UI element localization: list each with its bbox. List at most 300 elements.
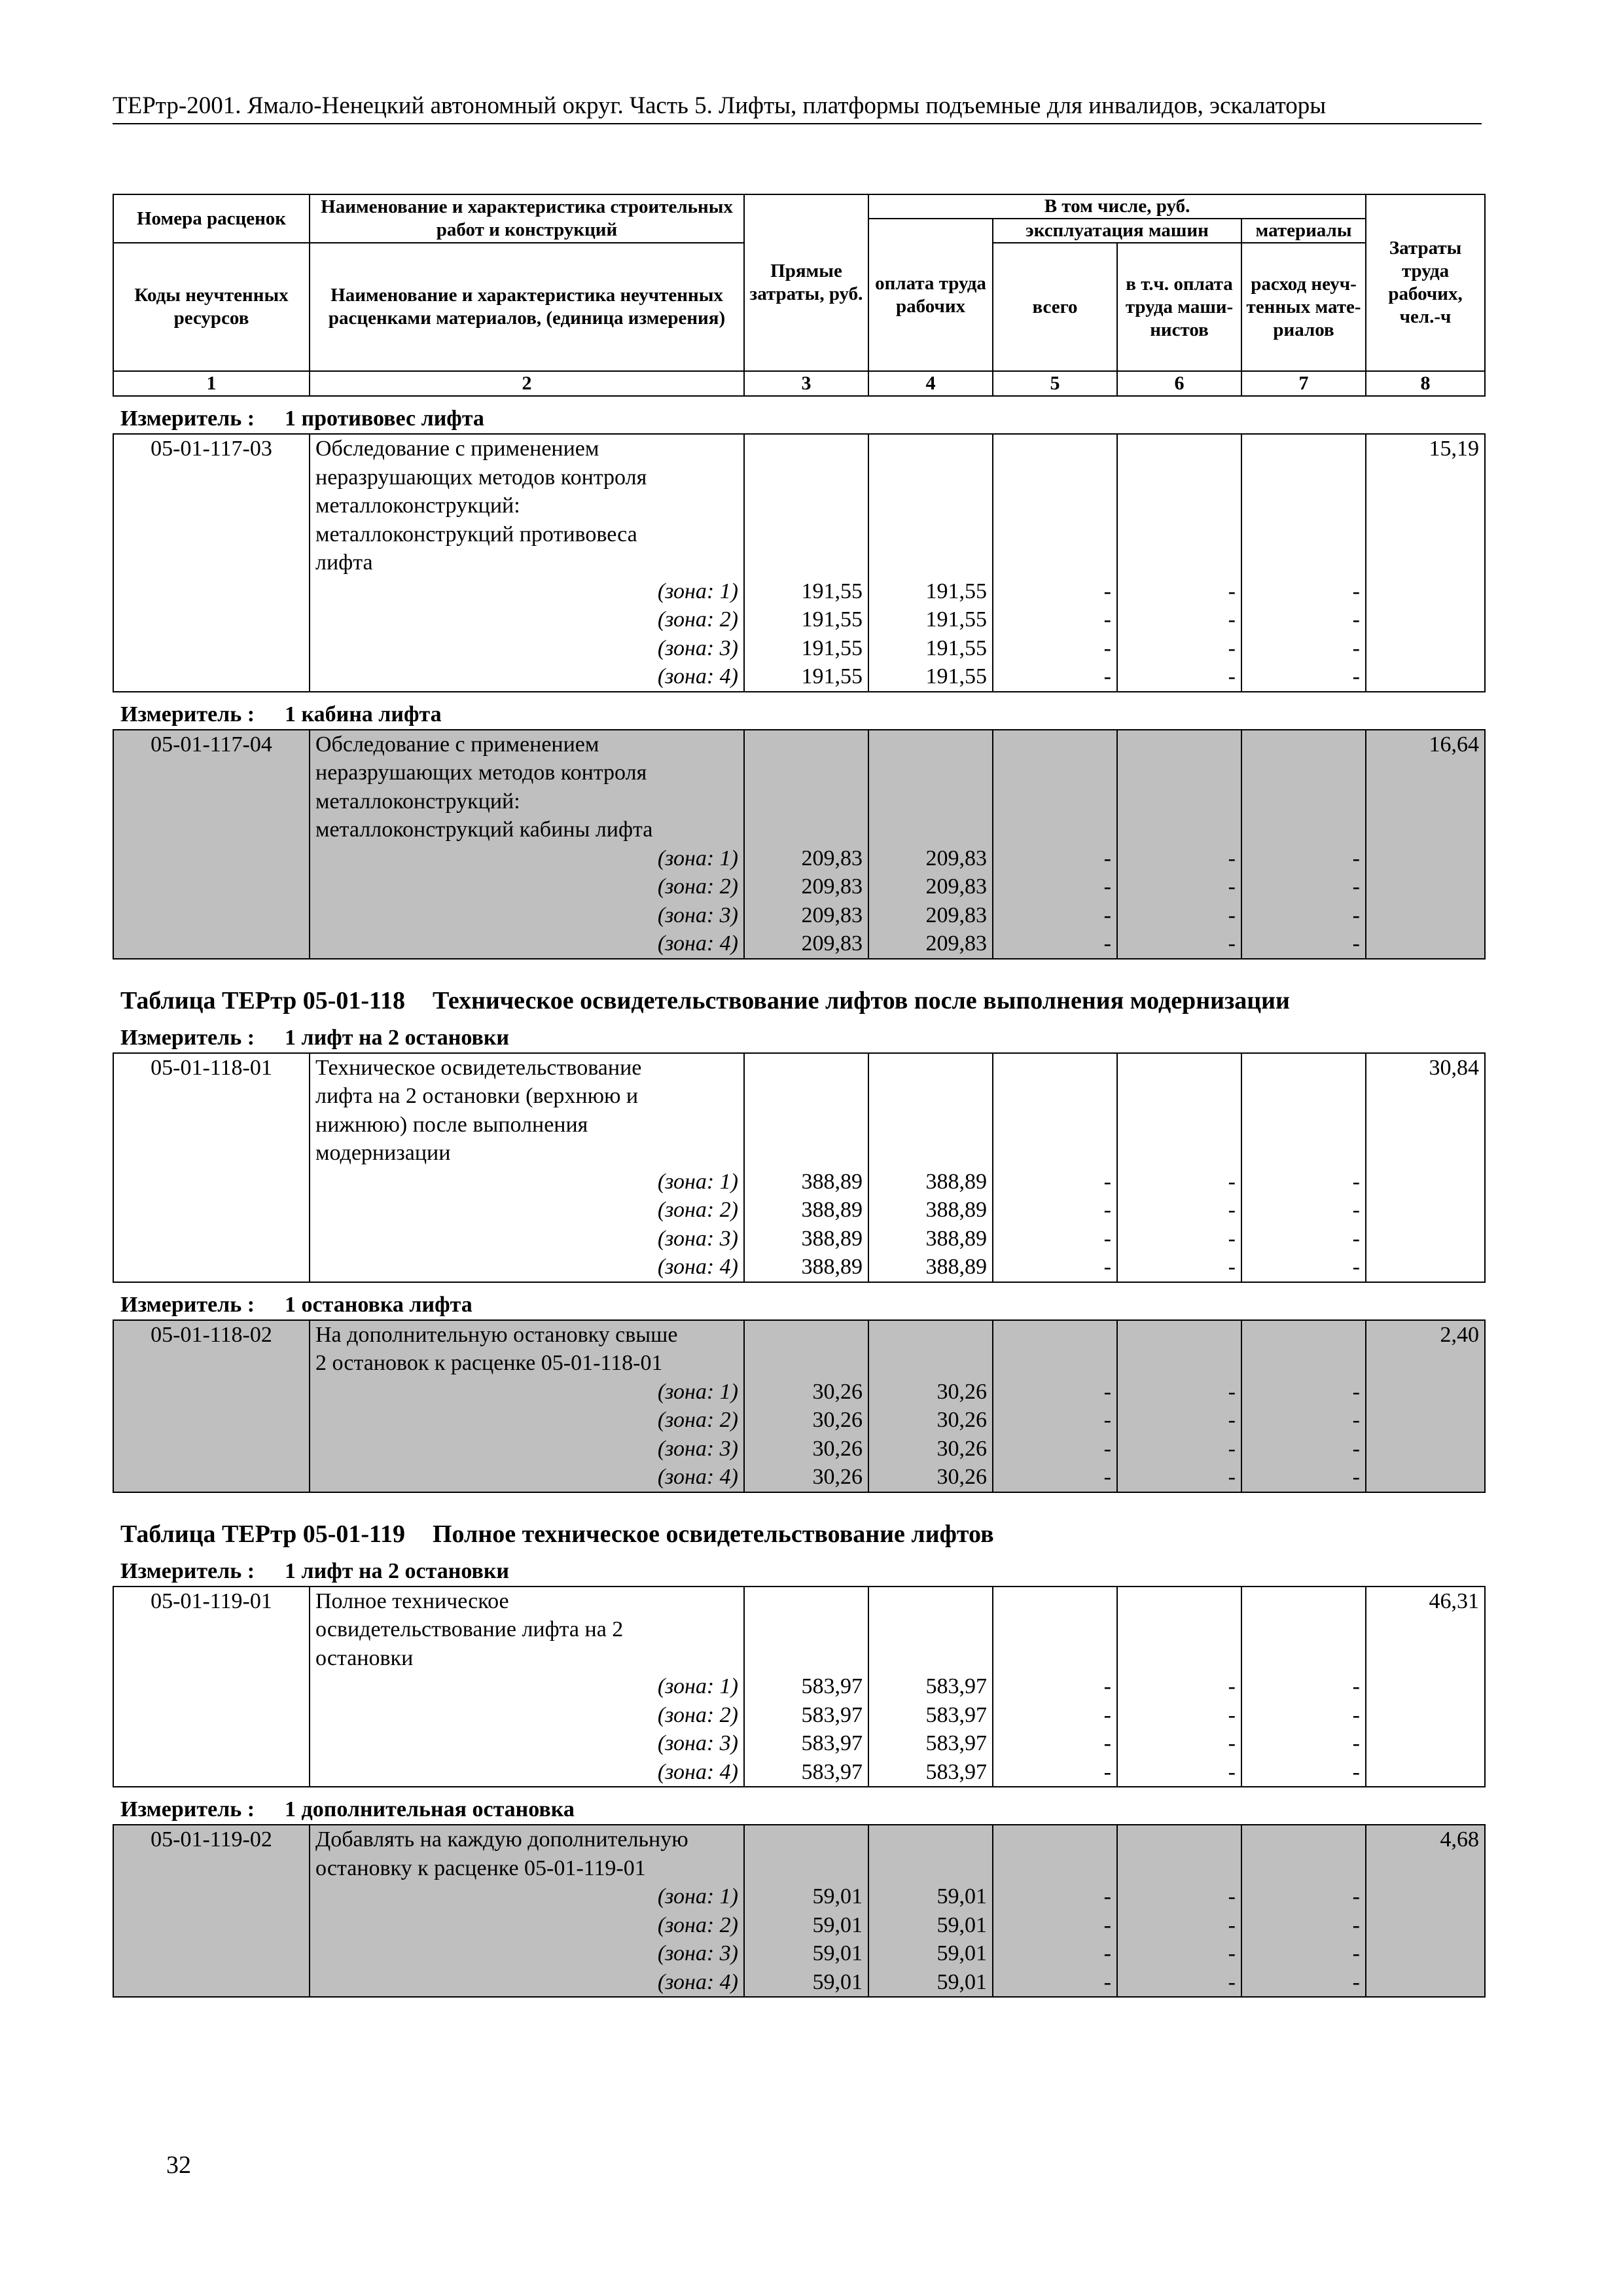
materials-cost-value: - <box>1352 1731 1360 1755</box>
spacer <box>1123 1615 1236 1644</box>
worker-pay-value: 583,97 <box>925 1702 987 1727</box>
materials-cost-value: - <box>1352 1255 1360 1279</box>
direct-cost-value: 30,26 <box>812 1436 863 1461</box>
spacer <box>1123 463 1236 492</box>
worker-pay-value: 209,83 <box>925 874 987 899</box>
spacer <box>750 730 863 759</box>
zone-label: (зона: 3) <box>657 1436 738 1461</box>
rate-table <box>113 1052 1486 1283</box>
spacer <box>874 520 987 549</box>
direct-cost-value: 209,83 <box>801 931 863 956</box>
direct-cost-cell <box>744 1053 868 1282</box>
labor-cost: 46,31 <box>1366 1587 1485 1787</box>
spacer <box>1247 520 1360 549</box>
spacer <box>999 1321 1111 1350</box>
rate-description-line: 2 остановок к расценке 05-01-118-01 <box>315 1351 663 1375</box>
spacer <box>1123 1349 1236 1378</box>
zone-label: (зона: 4) <box>657 1969 738 1994</box>
machines-total-value: - <box>1103 874 1111 899</box>
materials-cost-value: - <box>1352 874 1360 899</box>
spacer <box>1123 759 1236 787</box>
machinist-pay-value: - <box>1228 1465 1236 1489</box>
worker-pay-value: 388,89 <box>925 1198 987 1222</box>
spacer <box>874 492 987 520</box>
spacer <box>874 1644 987 1673</box>
materials-cost-cell <box>1241 1587 1366 1787</box>
spacer <box>1123 492 1236 520</box>
direct-cost-value: 388,89 <box>801 1169 863 1194</box>
rate-code: 05-01-117-03 <box>113 434 310 692</box>
rate-description-line: Добавлять на каждую дополнительную <box>315 1827 688 1852</box>
spacer <box>1247 435 1360 463</box>
direct-cost-value: 388,89 <box>801 1226 863 1251</box>
materials-cost-value: - <box>1352 1379 1360 1404</box>
machinist-pay-value: - <box>1228 874 1236 899</box>
spacer <box>999 1054 1111 1083</box>
labor-cost: 2,40 <box>1366 1320 1485 1492</box>
worker-pay-cell <box>868 1587 993 1787</box>
materials-cost-value: - <box>1352 1969 1360 1994</box>
machinist-pay-value: - <box>1228 1379 1236 1404</box>
materials-cost-cell <box>1241 434 1366 692</box>
rate-description-line: металлоконструкций: <box>315 493 520 518</box>
machinist-pay-cell <box>1117 434 1241 692</box>
col-number: 2 <box>310 371 744 396</box>
table-row <box>113 1053 1485 1282</box>
rate-description-line: Техническое освидетельствование <box>315 1055 642 1080</box>
rate-description-cell <box>310 1825 744 1997</box>
zone-label: (зона: 3) <box>657 1941 738 1965</box>
zone-label: (зона: 2) <box>657 1702 738 1727</box>
table-header <box>113 194 1486 397</box>
col-number: 4 <box>868 371 993 396</box>
worker-pay-value: 209,83 <box>925 931 987 956</box>
spacer <box>999 463 1111 492</box>
worker-pay-value: 59,01 <box>936 1912 987 1937</box>
rate-description-cell <box>310 1053 744 1282</box>
rate-description-line: неразрушающих методов контроля <box>315 465 647 490</box>
machines-total-value: - <box>1103 1408 1111 1432</box>
rate-description-line: металлоконструкций противовеса <box>315 522 637 547</box>
spacer <box>999 1854 1111 1883</box>
spacer <box>1123 1644 1236 1673</box>
col-number: 3 <box>744 371 868 396</box>
materials-cost-value: - <box>1352 1465 1360 1489</box>
direct-cost-value: 209,83 <box>801 874 863 899</box>
spacer <box>1247 1321 1360 1350</box>
worker-pay-value: 30,26 <box>936 1379 987 1404</box>
direct-cost-value: 191,55 <box>801 579 863 603</box>
machines-total-value: - <box>1103 664 1111 689</box>
spacer <box>750 1644 863 1673</box>
machines-total-value: - <box>1103 1702 1111 1727</box>
worker-pay-value: 30,26 <box>936 1436 987 1461</box>
spacer <box>874 435 987 463</box>
machinist-pay-value: - <box>1228 1912 1236 1937</box>
materials-cost-value: - <box>1352 1941 1360 1965</box>
rate-table <box>113 1824 1486 1998</box>
rate-code: 05-01-119-01 <box>113 1587 310 1787</box>
spacer <box>1247 816 1360 844</box>
machines-total-value: - <box>1103 1759 1111 1784</box>
spacer <box>874 816 987 844</box>
direct-cost-value: 30,26 <box>812 1379 863 1404</box>
spacer <box>874 1587 987 1616</box>
machines-total-value: - <box>1103 1198 1111 1222</box>
rate-description-line: лифта <box>315 550 373 575</box>
machines-total-value: - <box>1103 931 1111 956</box>
rate-description-line: лифта на 2 остановки (верхнюю и <box>315 1084 639 1108</box>
table-title <box>113 986 1484 1016</box>
worker-pay-value: 191,55 <box>925 579 987 603</box>
zone-label: (зона: 2) <box>657 607 738 632</box>
zone-label: (зона: 2) <box>657 1198 738 1222</box>
spacer <box>999 1644 1111 1673</box>
spacer <box>1247 1139 1360 1168</box>
labor-cost: 16,64 <box>1366 730 1485 959</box>
direct-cost-cell <box>744 1587 868 1787</box>
spacer <box>750 1587 863 1616</box>
col-number: 6 <box>1117 371 1241 396</box>
spacer <box>750 435 863 463</box>
table-title-code: Таблица ТЕРтр 05-01-119 <box>120 1520 405 1548</box>
spacer <box>750 787 863 816</box>
col-number: 7 <box>1241 371 1366 396</box>
spacer <box>999 435 1111 463</box>
materials-cost-value: - <box>1352 1408 1360 1432</box>
rate-table <box>113 729 1486 960</box>
measurer <box>113 1292 1484 1318</box>
spacer <box>874 1139 987 1168</box>
col-materials-unaccounted: расход неуч-тенных мате-риалов <box>1241 243 1366 371</box>
zone-label: (зона: 4) <box>657 931 738 956</box>
measurer-unit: 1 противовес лифта <box>285 406 484 431</box>
direct-cost-cell <box>744 434 868 692</box>
direct-cost-value: 388,89 <box>801 1198 863 1222</box>
zone-label: (зона: 2) <box>657 874 738 899</box>
machinist-pay-value: - <box>1228 903 1236 927</box>
zone-label: (зона: 4) <box>657 664 738 689</box>
machinist-pay-value: - <box>1228 579 1236 603</box>
labor-cost: 30,84 <box>1366 1053 1485 1282</box>
direct-cost-value: 30,26 <box>812 1465 863 1489</box>
materials-cost-cell <box>1241 1053 1366 1282</box>
spacer <box>874 1349 987 1378</box>
worker-pay-value: 191,55 <box>925 664 987 689</box>
measurer-unit: 1 дополнительная остановка <box>285 1797 575 1821</box>
measurer <box>113 702 1484 728</box>
spacer <box>999 1825 1111 1854</box>
spacer <box>874 1082 987 1111</box>
worker-pay-value: 583,97 <box>925 1731 987 1755</box>
measurer-label: Измеритель : <box>120 406 255 431</box>
page-number: 32 <box>166 2151 191 2179</box>
zone-label: (зона: 4) <box>657 1465 738 1489</box>
measurer-unit: 1 лифт на 2 остановки <box>285 1558 510 1583</box>
spacer <box>750 1349 863 1378</box>
machines-total-value: - <box>1103 1255 1111 1279</box>
spacer <box>1123 1854 1236 1883</box>
rate-description-cell <box>310 730 744 959</box>
machines-total-value: - <box>1103 1465 1111 1489</box>
spacer <box>1247 1111 1360 1139</box>
spacer <box>999 787 1111 816</box>
spacer <box>1247 1054 1360 1083</box>
rate-description-line: Обследование с применением <box>315 732 599 757</box>
spacer <box>999 1587 1111 1616</box>
spacer <box>1123 520 1236 549</box>
materials-cost-value: - <box>1352 903 1360 927</box>
rate-description-cell <box>310 434 744 692</box>
spacer <box>1123 1825 1236 1854</box>
table-row <box>113 1320 1485 1492</box>
col-group-machines: эксплуатация машин <box>993 219 1241 243</box>
direct-cost-value: 583,97 <box>801 1731 863 1755</box>
rate-description-line: Полное техническое <box>315 1588 509 1613</box>
worker-pay-cell <box>868 1053 993 1282</box>
spacer <box>750 492 863 520</box>
measurer-label: Измеритель : <box>120 1558 255 1583</box>
spacer <box>1247 1644 1360 1673</box>
spacer <box>1123 548 1236 577</box>
machines-total-value: - <box>1103 1941 1111 1965</box>
spacer <box>1247 1854 1360 1883</box>
worker-pay-cell <box>868 730 993 959</box>
spacer <box>1247 1825 1360 1854</box>
spacer <box>1123 1054 1236 1083</box>
rate-description-cell <box>310 1587 744 1787</box>
col-codes-bottom: Коды неучтенных ресурсов <box>113 243 310 371</box>
machines-total-value: - <box>1103 636 1111 660</box>
machinist-pay-value: - <box>1228 1702 1236 1727</box>
measurer-unit: 1 кабина лифта <box>285 702 442 726</box>
spacer <box>999 492 1111 520</box>
spacer <box>750 520 863 549</box>
spacer <box>1247 548 1360 577</box>
spacer <box>999 730 1111 759</box>
worker-pay-value: 583,97 <box>925 1674 987 1698</box>
measurer <box>113 1558 1484 1585</box>
machines-total-value: - <box>1103 1731 1111 1755</box>
machinist-pay-value: - <box>1228 636 1236 660</box>
machinist-pay-cell <box>1117 1053 1241 1282</box>
zone-label: (зона: 3) <box>657 903 738 927</box>
zone-label: (зона: 2) <box>657 1912 738 1937</box>
machines-total-cell <box>993 730 1117 959</box>
machinist-pay-cell <box>1117 1825 1241 1997</box>
materials-cost-value: - <box>1352 1759 1360 1784</box>
spacer <box>750 1854 863 1883</box>
spacer <box>750 1825 863 1854</box>
zone-label: (зона: 1) <box>657 1169 738 1194</box>
spacer <box>1247 1082 1360 1111</box>
col-labor: Затраты труда рабочих, чел.-ч <box>1366 194 1485 371</box>
spacer <box>1247 730 1360 759</box>
materials-cost-value: - <box>1352 607 1360 632</box>
direct-cost-cell <box>744 1825 868 1997</box>
materials-cost-value: - <box>1352 846 1360 870</box>
spacer <box>874 463 987 492</box>
rate-description-line: Обследование с применением <box>315 437 599 461</box>
machinist-pay-value: - <box>1228 846 1236 870</box>
spacer <box>1247 1349 1360 1378</box>
machinist-pay-value: - <box>1228 1884 1236 1909</box>
materials-cost-cell <box>1241 1320 1366 1492</box>
direct-cost-value: 583,97 <box>801 1759 863 1784</box>
rate-code: 05-01-118-02 <box>113 1320 310 1492</box>
spacer <box>874 1854 987 1883</box>
worker-pay-value: 59,01 <box>936 1884 987 1909</box>
direct-cost-value: 30,26 <box>812 1408 863 1432</box>
materials-cost-value: - <box>1352 1198 1360 1222</box>
materials-cost-value: - <box>1352 1884 1360 1909</box>
worker-pay-value: 583,97 <box>925 1759 987 1784</box>
machines-total-cell <box>993 1825 1117 1997</box>
materials-cost-value: - <box>1352 664 1360 689</box>
machinist-pay-cell <box>1117 1587 1241 1787</box>
rate-table <box>113 1319 1486 1493</box>
spacer <box>999 759 1111 787</box>
measurer-label: Измеритель : <box>120 1025 255 1050</box>
machinist-pay-value: - <box>1228 1408 1236 1432</box>
spacer <box>999 548 1111 577</box>
worker-pay-cell <box>868 434 993 692</box>
spacer <box>874 1111 987 1139</box>
worker-pay-value: 388,89 <box>925 1226 987 1251</box>
machines-total-value: - <box>1103 1912 1111 1937</box>
table-title-name: Техническое освидетельствование лифтов после выполнения модернизации <box>432 986 1290 1014</box>
rate-description-line: металлоконструкций: <box>315 789 520 814</box>
spacer <box>750 1111 863 1139</box>
machines-total-value: - <box>1103 1884 1111 1909</box>
worker-pay-value: 209,83 <box>925 903 987 927</box>
direct-cost-value: 209,83 <box>801 846 863 870</box>
materials-cost-cell <box>1241 1825 1366 1997</box>
rate-description-line: остановку к расценке 05-01-119-01 <box>315 1856 646 1880</box>
materials-cost-value: - <box>1352 1702 1360 1727</box>
worker-pay-cell <box>868 1825 993 1997</box>
measurer-label: Измеритель : <box>120 1292 255 1317</box>
machinist-pay-value: - <box>1228 1759 1236 1784</box>
spacer <box>1247 1587 1360 1616</box>
spacer <box>1247 463 1360 492</box>
materials-cost-value: - <box>1352 1169 1360 1194</box>
machinist-pay-value: - <box>1228 1674 1236 1698</box>
machines-total-value: - <box>1103 1436 1111 1461</box>
rate-code: 05-01-119-02 <box>113 1825 310 1997</box>
col-number: 8 <box>1366 371 1485 396</box>
spacer <box>750 548 863 577</box>
measurer-label: Измеритель : <box>120 702 255 726</box>
rate-table <box>113 1586 1486 1788</box>
worker-pay-value: 209,83 <box>925 846 987 870</box>
machines-total-value: - <box>1103 607 1111 632</box>
table-row <box>113 1825 1485 1997</box>
rate-description-line: металлоконструкций кабины лифта <box>315 817 653 842</box>
materials-cost-value: - <box>1352 636 1360 660</box>
measurer-unit: 1 остановка лифта <box>285 1292 473 1317</box>
machinist-pay-cell <box>1117 1320 1241 1492</box>
spacer <box>874 787 987 816</box>
measurer-label: Измеритель : <box>120 1797 255 1821</box>
machinist-pay-value: - <box>1228 1198 1236 1222</box>
zone-label: (зона: 1) <box>657 1674 738 1698</box>
spacer <box>1247 759 1360 787</box>
spacer <box>750 1054 863 1083</box>
col-group-materials: материалы <box>1241 219 1366 243</box>
spacer <box>874 1054 987 1083</box>
machinist-pay-value: - <box>1228 931 1236 956</box>
spacer <box>750 1615 863 1644</box>
measurer-unit: 1 лифт на 2 остановки <box>285 1025 510 1050</box>
labor-cost: 4,68 <box>1366 1825 1485 1997</box>
machines-total-value: - <box>1103 1226 1111 1251</box>
machinist-pay-value: - <box>1228 1255 1236 1279</box>
spacer <box>999 1349 1111 1378</box>
spacer <box>750 1082 863 1111</box>
machinist-pay-value: - <box>1228 664 1236 689</box>
rate-code: 05-01-117-04 <box>113 730 310 959</box>
col-direct: Прямые затраты, руб. <box>744 194 868 371</box>
spacer <box>1123 1321 1236 1350</box>
measurer <box>113 1797 1484 1823</box>
zone-label: (зона: 3) <box>657 1731 738 1755</box>
spacer <box>1123 1082 1236 1111</box>
zone-label: (зона: 3) <box>657 1226 738 1251</box>
worker-pay-value: 30,26 <box>936 1408 987 1432</box>
spacer <box>999 816 1111 844</box>
direct-cost-value: 388,89 <box>801 1255 863 1279</box>
table-row <box>113 730 1485 959</box>
spacer <box>1123 730 1236 759</box>
spacer <box>1123 1111 1236 1139</box>
col-name-bottom: Наименование и характеристика неучтенных расценками материалов, (единица измерения) <box>310 243 744 371</box>
direct-cost-value: 59,01 <box>812 1884 863 1909</box>
spacer <box>999 1139 1111 1168</box>
rate-description-cell <box>310 1320 744 1492</box>
machinist-pay-value: - <box>1228 1436 1236 1461</box>
machines-total-value: - <box>1103 846 1111 870</box>
col-name-top: Наименование и характеристика строительных работ и конструкций <box>310 194 744 243</box>
worker-pay-value: 191,55 <box>925 636 987 660</box>
machines-total-value: - <box>1103 579 1111 603</box>
rate-description-line: освидетельствование лифта на 2 <box>315 1617 624 1641</box>
worker-pay-value: 59,01 <box>936 1941 987 1965</box>
col-number: 1 <box>113 371 310 396</box>
rate-code: 05-01-118-01 <box>113 1053 310 1282</box>
worker-pay-value: 191,55 <box>925 607 987 632</box>
spacer <box>1123 816 1236 844</box>
machines-total-cell <box>993 1320 1117 1492</box>
materials-cost-cell <box>1241 730 1366 959</box>
table-title-name: Полное техническое освидетельствование лифтов <box>432 1520 994 1548</box>
materials-cost-value: - <box>1352 931 1360 956</box>
spacer <box>999 1111 1111 1139</box>
zone-label: (зона: 1) <box>657 1379 738 1404</box>
measurer <box>113 1025 1484 1051</box>
machines-total-cell <box>993 1587 1117 1787</box>
machinist-pay-value: - <box>1228 1969 1236 1994</box>
spacer <box>1123 1587 1236 1616</box>
materials-cost-value: - <box>1352 1674 1360 1698</box>
worker-pay-value: 59,01 <box>936 1969 987 1994</box>
machinist-pay-value: - <box>1228 1731 1236 1755</box>
rate-description-line: На дополнительную остановку свыше <box>315 1322 678 1347</box>
spacer <box>1123 435 1236 463</box>
machines-total-cell <box>993 434 1117 692</box>
materials-cost-value: - <box>1352 1436 1360 1461</box>
table-row <box>113 434 1485 692</box>
